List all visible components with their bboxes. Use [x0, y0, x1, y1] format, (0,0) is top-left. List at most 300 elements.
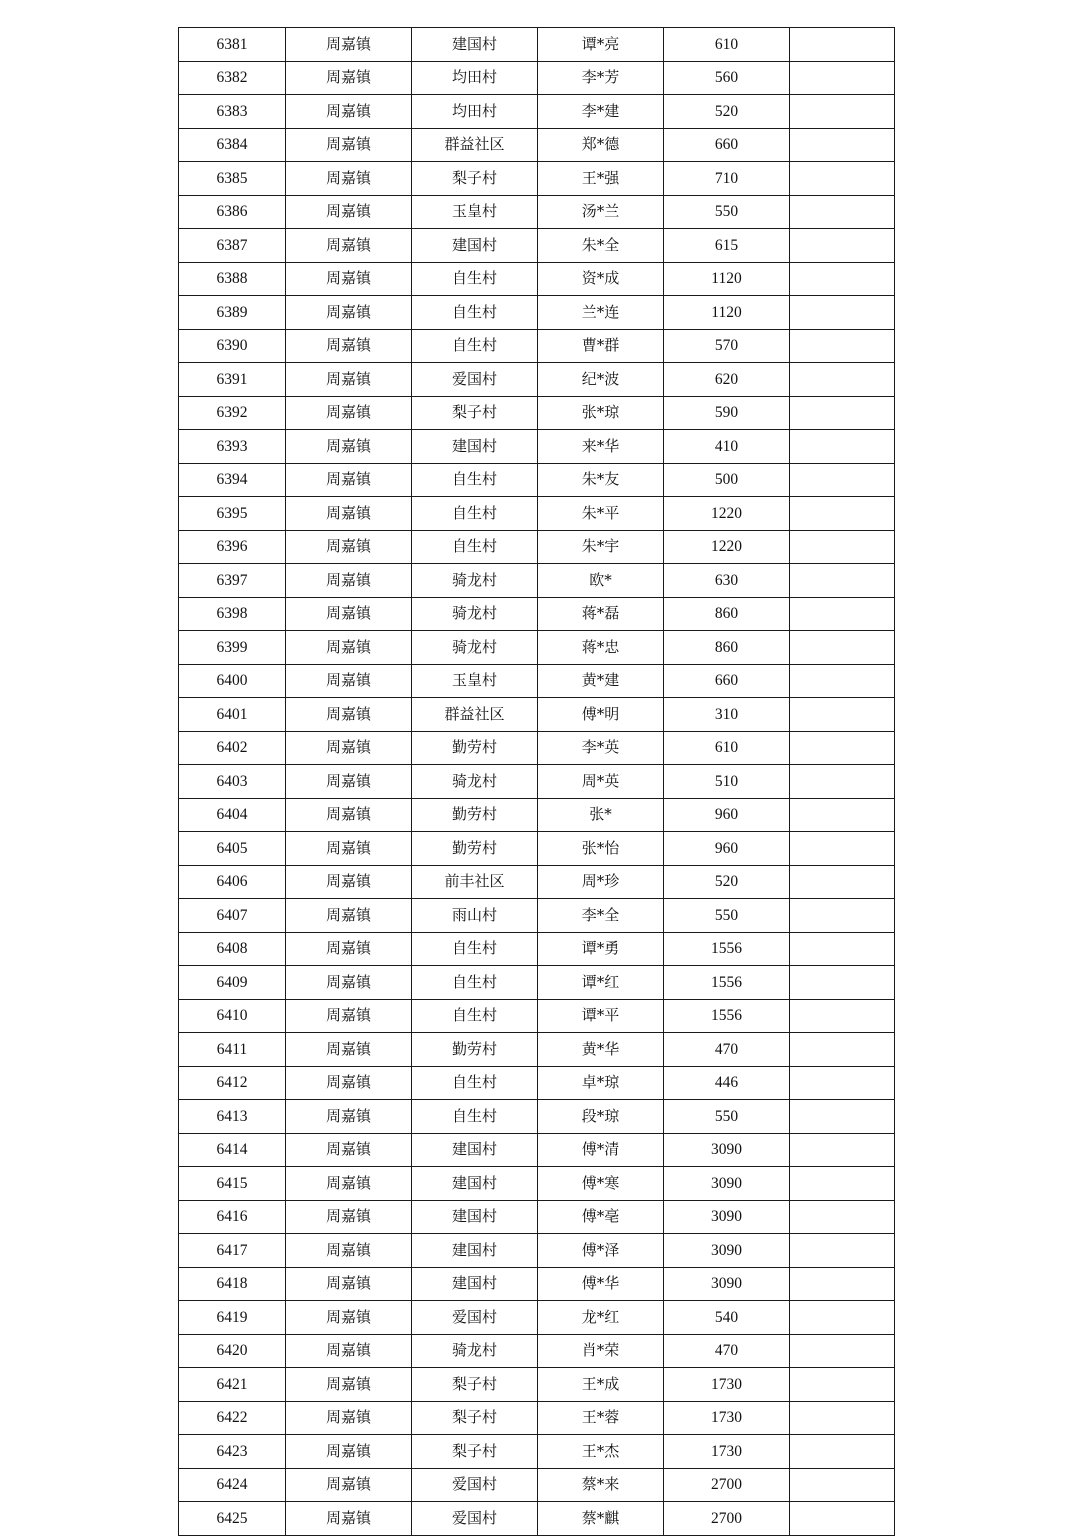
table-body	[179, 28, 895, 1536]
cell-amount: 3090	[664, 1200, 790, 1234]
cell-amount: 2700	[664, 1502, 790, 1536]
cell-name: 兰*连	[538, 296, 664, 330]
cell-serial-number: 6412	[179, 1066, 286, 1100]
table-row	[179, 966, 895, 1000]
cell-serial-number: 6392	[179, 396, 286, 430]
table-row	[179, 1100, 895, 1134]
cell-town: 周嘉镇	[286, 1435, 412, 1469]
cell-amount: 860	[664, 597, 790, 631]
cell-town: 周嘉镇	[286, 966, 412, 1000]
cell-town: 周嘉镇	[286, 497, 412, 531]
cell-note	[790, 564, 895, 598]
cell-serial-number: 6411	[179, 1033, 286, 1067]
cell-village: 勤劳村	[412, 832, 538, 866]
cell-serial-number: 6404	[179, 798, 286, 832]
cell-note	[790, 296, 895, 330]
table-row	[179, 329, 895, 363]
cell-note	[790, 1468, 895, 1502]
cell-note	[790, 1200, 895, 1234]
cell-note	[790, 932, 895, 966]
cell-amount: 1556	[664, 932, 790, 966]
cell-name: 谭*平	[538, 999, 664, 1033]
cell-village: 自生村	[412, 966, 538, 1000]
cell-amount: 560	[664, 61, 790, 95]
cell-name: 曹*群	[538, 329, 664, 363]
cell-serial-number: 6388	[179, 262, 286, 296]
cell-amount: 660	[664, 128, 790, 162]
cell-town: 周嘉镇	[286, 731, 412, 765]
table-row	[179, 564, 895, 598]
data-table	[178, 27, 895, 1536]
cell-town: 周嘉镇	[286, 430, 412, 464]
cell-note	[790, 966, 895, 1000]
cell-town: 周嘉镇	[286, 95, 412, 129]
cell-serial-number: 6393	[179, 430, 286, 464]
cell-town: 周嘉镇	[286, 1133, 412, 1167]
cell-town: 周嘉镇	[286, 832, 412, 866]
cell-town: 周嘉镇	[286, 664, 412, 698]
cell-note	[790, 1234, 895, 1268]
cell-town: 周嘉镇	[286, 1066, 412, 1100]
table-row	[179, 1334, 895, 1368]
cell-note	[790, 1334, 895, 1368]
cell-amount: 1120	[664, 296, 790, 330]
cell-name: 蒋*忠	[538, 631, 664, 665]
table-row	[179, 262, 895, 296]
cell-village: 骑龙村	[412, 597, 538, 631]
table-row	[179, 731, 895, 765]
cell-amount: 1220	[664, 497, 790, 531]
cell-village: 爱国村	[412, 1301, 538, 1335]
cell-serial-number: 6408	[179, 932, 286, 966]
cell-town: 周嘉镇	[286, 229, 412, 263]
table-row	[179, 597, 895, 631]
cell-amount: 615	[664, 229, 790, 263]
cell-town: 周嘉镇	[286, 1100, 412, 1134]
cell-name: 李*全	[538, 899, 664, 933]
cell-town: 周嘉镇	[286, 631, 412, 665]
table-row	[179, 497, 895, 531]
table-row	[179, 229, 895, 263]
cell-town: 周嘉镇	[286, 698, 412, 732]
cell-name: 王*成	[538, 1368, 664, 1402]
cell-town: 周嘉镇	[286, 296, 412, 330]
cell-amount: 3090	[664, 1267, 790, 1301]
cell-amount: 310	[664, 698, 790, 732]
cell-note	[790, 1267, 895, 1301]
table-row	[179, 765, 895, 799]
table-row	[179, 1167, 895, 1201]
cell-name: 朱*全	[538, 229, 664, 263]
cell-name: 龙*红	[538, 1301, 664, 1335]
table-row	[179, 463, 895, 497]
cell-serial-number: 6394	[179, 463, 286, 497]
cell-name: 郑*德	[538, 128, 664, 162]
cell-note	[790, 530, 895, 564]
cell-amount: 3090	[664, 1167, 790, 1201]
table-row	[179, 296, 895, 330]
cell-town: 周嘉镇	[286, 1200, 412, 1234]
cell-serial-number: 6396	[179, 530, 286, 564]
table-row	[179, 1133, 895, 1167]
cell-amount: 3090	[664, 1133, 790, 1167]
cell-note	[790, 1401, 895, 1435]
cell-note	[790, 899, 895, 933]
cell-serial-number: 6391	[179, 363, 286, 397]
table-row	[179, 1033, 895, 1067]
cell-village: 建国村	[412, 1167, 538, 1201]
cell-serial-number: 6385	[179, 162, 286, 196]
table-row	[179, 162, 895, 196]
cell-note	[790, 832, 895, 866]
cell-amount: 500	[664, 463, 790, 497]
cell-serial-number: 6382	[179, 61, 286, 95]
cell-town: 周嘉镇	[286, 865, 412, 899]
cell-name: 张*怡	[538, 832, 664, 866]
cell-serial-number: 6402	[179, 731, 286, 765]
table-row	[179, 832, 895, 866]
cell-village: 梨子村	[412, 1435, 538, 1469]
cell-serial-number: 6400	[179, 664, 286, 698]
table-row	[179, 1368, 895, 1402]
cell-town: 周嘉镇	[286, 1301, 412, 1335]
cell-name: 肖*荣	[538, 1334, 664, 1368]
cell-town: 周嘉镇	[286, 396, 412, 430]
cell-town: 周嘉镇	[286, 195, 412, 229]
cell-amount: 446	[664, 1066, 790, 1100]
table-row	[179, 363, 895, 397]
cell-amount: 860	[664, 631, 790, 665]
cell-town: 周嘉镇	[286, 899, 412, 933]
cell-amount: 590	[664, 396, 790, 430]
cell-name: 傅*泽	[538, 1234, 664, 1268]
cell-note	[790, 128, 895, 162]
cell-name: 汤*兰	[538, 195, 664, 229]
cell-amount: 470	[664, 1334, 790, 1368]
cell-amount: 540	[664, 1301, 790, 1335]
cell-amount: 960	[664, 832, 790, 866]
cell-note	[790, 865, 895, 899]
cell-note	[790, 1368, 895, 1402]
cell-town: 周嘉镇	[286, 1033, 412, 1067]
cell-note	[790, 999, 895, 1033]
table-row	[179, 61, 895, 95]
cell-amount: 630	[664, 564, 790, 598]
cell-village: 前丰社区	[412, 865, 538, 899]
cell-name: 纪*波	[538, 363, 664, 397]
cell-town: 周嘉镇	[286, 1502, 412, 1536]
cell-village: 建国村	[412, 1200, 538, 1234]
cell-name: 来*华	[538, 430, 664, 464]
cell-serial-number: 6423	[179, 1435, 286, 1469]
cell-serial-number: 6410	[179, 999, 286, 1033]
cell-name: 蒋*磊	[538, 597, 664, 631]
cell-town: 周嘉镇	[286, 1267, 412, 1301]
cell-amount: 550	[664, 899, 790, 933]
cell-name: 李*芳	[538, 61, 664, 95]
table-row	[179, 1468, 895, 1502]
table-row	[179, 1435, 895, 1469]
cell-note	[790, 1133, 895, 1167]
cell-serial-number: 6383	[179, 95, 286, 129]
cell-town: 周嘉镇	[286, 1468, 412, 1502]
table-row	[179, 396, 895, 430]
cell-village: 骑龙村	[412, 765, 538, 799]
cell-note	[790, 664, 895, 698]
cell-serial-number: 6418	[179, 1267, 286, 1301]
cell-amount: 510	[664, 765, 790, 799]
cell-note	[790, 1066, 895, 1100]
cell-amount: 1220	[664, 530, 790, 564]
table-row	[179, 95, 895, 129]
cell-amount: 1730	[664, 1368, 790, 1402]
cell-amount: 3090	[664, 1234, 790, 1268]
table-row	[179, 195, 895, 229]
table-row	[179, 1267, 895, 1301]
cell-amount: 960	[664, 798, 790, 832]
cell-name: 蔡*来	[538, 1468, 664, 1502]
cell-town: 周嘉镇	[286, 564, 412, 598]
table-row	[179, 1301, 895, 1335]
cell-village: 玉皇村	[412, 195, 538, 229]
table-row	[179, 698, 895, 732]
cell-village: 建国村	[412, 1133, 538, 1167]
cell-town: 周嘉镇	[286, 1234, 412, 1268]
cell-village: 自生村	[412, 1066, 538, 1100]
cell-town: 周嘉镇	[286, 28, 412, 62]
cell-serial-number: 6399	[179, 631, 286, 665]
cell-village: 梨子村	[412, 1368, 538, 1402]
cell-note	[790, 765, 895, 799]
table-row	[179, 1234, 895, 1268]
cell-name: 资*成	[538, 262, 664, 296]
cell-note	[790, 195, 895, 229]
cell-name: 段*琼	[538, 1100, 664, 1134]
cell-name: 王*杰	[538, 1435, 664, 1469]
cell-village: 梨子村	[412, 396, 538, 430]
cell-serial-number: 6425	[179, 1502, 286, 1536]
cell-amount: 1120	[664, 262, 790, 296]
cell-note	[790, 28, 895, 62]
cell-amount: 1730	[664, 1435, 790, 1469]
cell-name: 李*建	[538, 95, 664, 129]
cell-name: 周*英	[538, 765, 664, 799]
cell-amount: 610	[664, 28, 790, 62]
cell-note	[790, 396, 895, 430]
cell-town: 周嘉镇	[286, 530, 412, 564]
cell-village: 勤劳村	[412, 798, 538, 832]
cell-note	[790, 229, 895, 263]
cell-town: 周嘉镇	[286, 597, 412, 631]
cell-town: 周嘉镇	[286, 1167, 412, 1201]
cell-village: 自生村	[412, 463, 538, 497]
cell-note	[790, 731, 895, 765]
cell-village: 爱国村	[412, 363, 538, 397]
cell-town: 周嘉镇	[286, 128, 412, 162]
cell-name: 张*	[538, 798, 664, 832]
cell-note	[790, 95, 895, 129]
cell-name: 傅*寒	[538, 1167, 664, 1201]
cell-name: 傅*华	[538, 1267, 664, 1301]
cell-name: 谭*红	[538, 966, 664, 1000]
table-row	[179, 1502, 895, 1536]
cell-note	[790, 631, 895, 665]
cell-town: 周嘉镇	[286, 1334, 412, 1368]
cell-amount: 620	[664, 363, 790, 397]
cell-amount: 610	[664, 731, 790, 765]
table-row	[179, 798, 895, 832]
cell-village: 自生村	[412, 296, 538, 330]
cell-note	[790, 698, 895, 732]
cell-name: 黄*建	[538, 664, 664, 698]
cell-serial-number: 6386	[179, 195, 286, 229]
table-row	[179, 430, 895, 464]
cell-name: 黄*华	[538, 1033, 664, 1067]
cell-town: 周嘉镇	[286, 463, 412, 497]
cell-village: 建国村	[412, 1267, 538, 1301]
cell-name: 傅*亳	[538, 1200, 664, 1234]
cell-note	[790, 1167, 895, 1201]
cell-note	[790, 798, 895, 832]
cell-serial-number: 6395	[179, 497, 286, 531]
cell-amount: 550	[664, 195, 790, 229]
cell-town: 周嘉镇	[286, 932, 412, 966]
cell-name: 周*珍	[538, 865, 664, 899]
cell-note	[790, 262, 895, 296]
cell-village: 建国村	[412, 28, 538, 62]
cell-village: 均田村	[412, 95, 538, 129]
cell-village: 玉皇村	[412, 664, 538, 698]
cell-serial-number: 6416	[179, 1200, 286, 1234]
cell-note	[790, 1100, 895, 1134]
table-row	[179, 1066, 895, 1100]
cell-name: 朱*平	[538, 497, 664, 531]
cell-name: 张*琼	[538, 396, 664, 430]
cell-town: 周嘉镇	[286, 1368, 412, 1402]
cell-serial-number: 6384	[179, 128, 286, 162]
cell-village: 建国村	[412, 1234, 538, 1268]
cell-village: 梨子村	[412, 162, 538, 196]
cell-serial-number: 6420	[179, 1334, 286, 1368]
cell-town: 周嘉镇	[286, 61, 412, 95]
cell-note	[790, 162, 895, 196]
cell-serial-number: 6381	[179, 28, 286, 62]
cell-village: 群益社区	[412, 128, 538, 162]
cell-amount: 520	[664, 95, 790, 129]
cell-name: 李*英	[538, 731, 664, 765]
cell-note	[790, 329, 895, 363]
cell-note	[790, 497, 895, 531]
cell-note	[790, 1301, 895, 1335]
cell-village: 建国村	[412, 430, 538, 464]
cell-note	[790, 61, 895, 95]
cell-serial-number: 6419	[179, 1301, 286, 1335]
cell-amount: 520	[664, 865, 790, 899]
cell-village: 勤劳村	[412, 1033, 538, 1067]
cell-serial-number: 6397	[179, 564, 286, 598]
cell-village: 自生村	[412, 932, 538, 966]
table-row	[179, 664, 895, 698]
cell-name: 王*强	[538, 162, 664, 196]
table-row	[179, 128, 895, 162]
cell-serial-number: 6422	[179, 1401, 286, 1435]
table-row	[179, 1401, 895, 1435]
cell-note	[790, 597, 895, 631]
cell-serial-number: 6417	[179, 1234, 286, 1268]
cell-serial-number: 6403	[179, 765, 286, 799]
cell-village: 自生村	[412, 329, 538, 363]
cell-serial-number: 6387	[179, 229, 286, 263]
cell-serial-number: 6414	[179, 1133, 286, 1167]
table-row	[179, 932, 895, 966]
cell-town: 周嘉镇	[286, 798, 412, 832]
cell-village: 自生村	[412, 497, 538, 531]
table-row	[179, 999, 895, 1033]
cell-village: 爱国村	[412, 1468, 538, 1502]
cell-name: 朱*友	[538, 463, 664, 497]
cell-name: 谭*亮	[538, 28, 664, 62]
cell-name: 傅*清	[538, 1133, 664, 1167]
cell-village: 骑龙村	[412, 631, 538, 665]
cell-note	[790, 363, 895, 397]
cell-note	[790, 430, 895, 464]
cell-village: 均田村	[412, 61, 538, 95]
cell-serial-number: 6398	[179, 597, 286, 631]
cell-name: 谭*勇	[538, 932, 664, 966]
cell-name: 傅*明	[538, 698, 664, 732]
cell-serial-number: 6406	[179, 865, 286, 899]
cell-amount: 570	[664, 329, 790, 363]
cell-village: 骑龙村	[412, 1334, 538, 1368]
cell-amount: 710	[664, 162, 790, 196]
cell-village: 骑龙村	[412, 564, 538, 598]
cell-town: 周嘉镇	[286, 363, 412, 397]
cell-note	[790, 1502, 895, 1536]
cell-town: 周嘉镇	[286, 329, 412, 363]
cell-serial-number: 6407	[179, 899, 286, 933]
cell-note	[790, 463, 895, 497]
cell-town: 周嘉镇	[286, 162, 412, 196]
cell-name: 王*蓉	[538, 1401, 664, 1435]
cell-amount: 470	[664, 1033, 790, 1067]
cell-amount: 1556	[664, 966, 790, 1000]
cell-amount: 1556	[664, 999, 790, 1033]
table-row	[179, 1200, 895, 1234]
cell-serial-number: 6424	[179, 1468, 286, 1502]
cell-serial-number: 6389	[179, 296, 286, 330]
cell-serial-number: 6401	[179, 698, 286, 732]
cell-village: 爱国村	[412, 1502, 538, 1536]
table-row	[179, 28, 895, 62]
cell-town: 周嘉镇	[286, 765, 412, 799]
cell-village: 自生村	[412, 999, 538, 1033]
cell-serial-number: 6415	[179, 1167, 286, 1201]
cell-village: 建国村	[412, 229, 538, 263]
cell-amount: 660	[664, 664, 790, 698]
cell-amount: 410	[664, 430, 790, 464]
cell-serial-number: 6421	[179, 1368, 286, 1402]
cell-name: 蔡*麒	[538, 1502, 664, 1536]
cell-village: 勤劳村	[412, 731, 538, 765]
cell-serial-number: 6413	[179, 1100, 286, 1134]
cell-town: 周嘉镇	[286, 1401, 412, 1435]
cell-name: 卓*琼	[538, 1066, 664, 1100]
cell-village: 梨子村	[412, 1401, 538, 1435]
table-row	[179, 530, 895, 564]
cell-village: 群益社区	[412, 698, 538, 732]
cell-town: 周嘉镇	[286, 262, 412, 296]
cell-serial-number: 6409	[179, 966, 286, 1000]
